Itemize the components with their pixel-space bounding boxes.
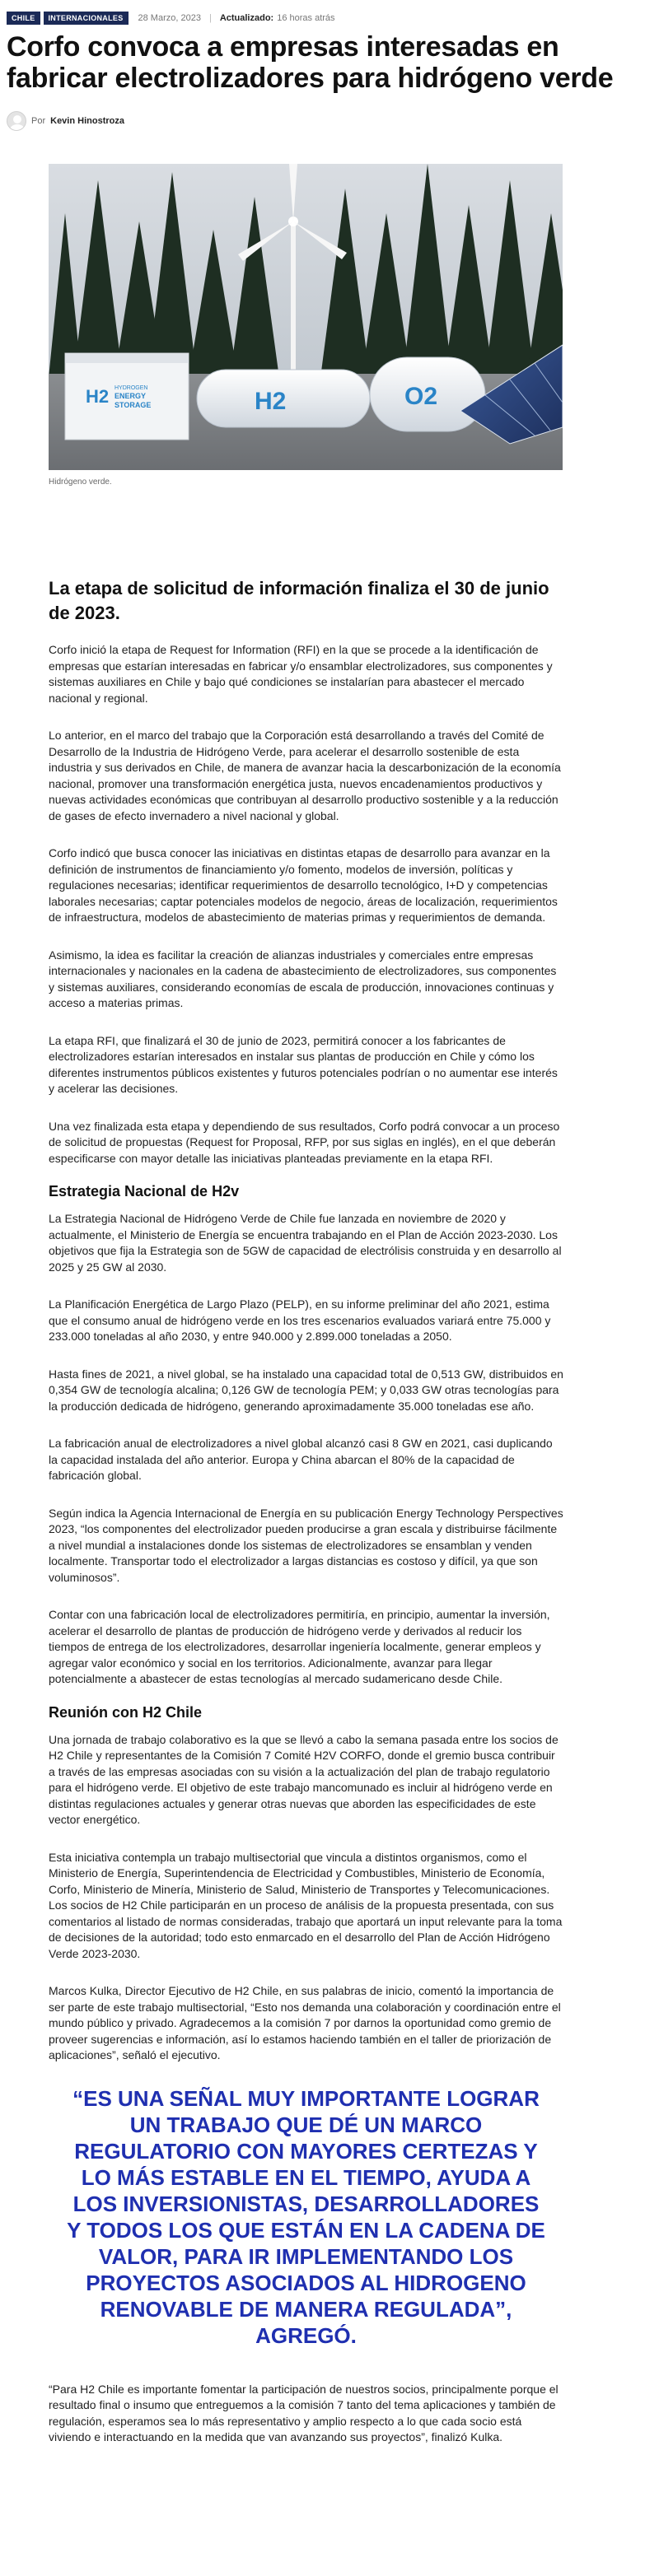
hero-image	[49, 164, 563, 470]
paragraph: Según indica la Agencia Internacional de Energía en su publicación Energy Technology Perspectives 2023, “los componentes del electrolizador pueden producirse a gran escala y distribuirse fácilmente a nivel mundial a instalaciones donde los sistemas de electrolizadores se ensamblan y venden localmente. Transportar todo el electrolizador a largas distancias es costoso y difícil, ya que son voluminosos”.	[49, 1506, 563, 1584]
paragraph: La Planificación Energética de Largo Plazo (PELP), en su informe preliminar del año 2021, estima que el consumo anual de hidrógeno verde en los tres escenarios evaluados variará entre 75.000 y 233.000 toneladas al año 2030, y entre 940.000 y 2.899.000 toneladas a 2050.	[49, 1297, 551, 1343]
container-label-2: ENERGY	[115, 392, 147, 400]
paragraph: Corfo inició la etapa de Request for Information (RFI) en la que se procede a la identificación de empresas que estarían interesadas en fabricar y/o ensamblar electrolizadores, sus componentes y sistemas auxiliares en Chile y bajo qué condiciones se instalarían para abastecer el mercado nacional y regional.	[49, 643, 553, 705]
paragraph: Lo anterior, en el marco del trabajo que la Corporación está desarrollando a través del Comité de Desarrollo de la Industria de Hidrógeno Verde, para acelerar el desarrollo sostenible de esta industria y sus derivados en Chile, de manera de avanzar hacia la descarbonización de la economía nacional, promover una transformación energética justa, nuevos encadenamientos productivos y nuevas actividades económicas que contribuyan al desarrollo productivo sostenible y a la reducción de gases de efecto invernadero a nivel nacional y global.	[49, 729, 561, 822]
meta-separator: |	[208, 13, 212, 23]
author-byline	[7, 111, 124, 131]
article-meta	[7, 12, 335, 25]
paragraph: Una jornada de trabajo colaborativo es la que se llevó a cabo la semana pasada entre los socios de H2 Chile y representantes de la Comisión 7 Comité H2V CORFO, donde el gremio busca contribuir a través de las empresas asociadas con su visión a la actualización del plan de trabajo regulatorio para el hidrógeno verde. El objetivo de este trabajo mancomunado es incluir al hidrógeno verde en distintas regulaciones actuales y generar otras nuevas que aborden las especificidades de este vector energético.	[49, 1732, 559, 1826]
paragraph: Esta iniciativa contempla un trabajo multisectorial que vincula a distintos organismos, como el Ministerio de Energía, Superintendencia de Electricidad y Combustibles, Ministerio de Economía, Corfo, Ministerio de Minería, Ministerio de Salud, Ministerio de Transportes y Telecomunicaciones. Los socios de H2 Chile participarán en un proceso de análisis de la propuesta presentada, con sus comentarios al listado de normas consideradas, trabajo que aportará un input relevante para la toma de decisiones de la autoridad; todo esto enmarcado en el desarrollo del Plan de Acción Hidrógeno Verde 2023-2030.	[49, 1850, 563, 1960]
paragraph: La Estrategia Nacional de Hidrógeno Verde de Chile fue lanzada en noviembre de 2020 y actualmente, el Ministerio de Energía se encuentra trabajando en el Plan de Acción 2023-2030. Los objetivos que fija la Estrategia son de 5GW de capacidad de electrólisis construida y en desarrollo al 2025 y 25 GW al 2030.	[49, 1212, 562, 1274]
section-tag[interactable]: INTERNACIONALES	[44, 12, 129, 25]
container-label-3: STORAGE	[115, 401, 152, 409]
paragraph: La etapa RFI, que finalizará el 30 de junio de 2023, permitirá conocer a los fabricantes de electrolizadores estarían interesados en instalar sus plantas de producción en Chile y cómo los diferentes instrumentos públicos existentes y futuros potenciales podrían o no aumentar ese interés y acelerar las decisiones.	[49, 1033, 558, 1095]
container-h2-label: H2	[86, 386, 110, 407]
pull-quote: “ES UNA SEÑAL MUY IMPORTANTE LOGRAR UN TRABAJO QUE DÉ UN MARCO REGULATORIO CON MAYORES CERTEZAS Y LO MÁS ESTABLE EN EL TIEMPO, AYUDA A LOS INVERSIONISTAS, DESARROLLADORES Y TODOS LOS QUE ESTÁN EN LA CADENA DE VALOR, PARA IR IMPLEMENTANDO LOS PROYECTOS ASOCIADOS AL HIDROGENO RENOVABLE DE MANERA REGULADA”, AGREGÓ.	[67, 2085, 545, 2348]
country-tag[interactable]: CHILE	[7, 12, 40, 25]
article-body	[49, 576, 563, 2467]
paragraph: Asimismo, la idea es facilitar la creación de alianzas industriales y comerciales entre empresas internacionales y nacionales en la cadena de abastecimiento de electrolizadores, sus componentes y sistemas auxiliares, considerando economías de escala de producción, innovaciones continuas y acceso a materias primas.	[49, 948, 557, 1009]
tank-o2-label: O2	[404, 383, 438, 410]
storage-container	[65, 353, 189, 440]
closing-paragraph: “Para H2 Chile es importante fomentar la participación de nuestros socios, principalmente porque el resultado final o insumo que entreguemos a la comisión 7 tanto del tema aplicaciones y también de regulación, esperamos sea lo más representativo y amplio respecto a lo que cada socio está viviendo e interactuando en la medida que van avanzando sus proyectos”, finalizó Kulka.	[49, 2382, 559, 2443]
section-heading-estrategia: Estrategia Nacional de H2v	[49, 1183, 240, 1199]
paragraph: Hasta fines de 2021, a nivel global, se ha instalado una capacidad total de 0,513 GW, distribuidos en 0,354 GW de tecnología alcalina; 0,126 GW de tecnología PEM; y 0,033 GW otras tecnologías para la producción dedicada de hidrógeno, generando aproximadamente 35.000 toneladas ese año.	[49, 1367, 563, 1413]
updated-label: Actualizado:	[219, 13, 274, 23]
section-heading-reunion: Reunión con H2 Chile	[49, 1703, 203, 1721]
publish-date: 28 Marzo, 2023	[138, 13, 201, 23]
tank-h2-label: H2	[255, 388, 287, 415]
container-label-1: HYDROGEN	[115, 385, 148, 391]
author-prefix: Por	[31, 116, 46, 126]
article-title: Corfo convoca a empresas interesadas en fabricar electrolizadores para hidrógeno verde	[7, 31, 614, 94]
lead-heading: La etapa de solicitud de información finaliza el 30 de junio de 2023.	[49, 578, 549, 623]
updated-value: 16 horas atrás	[277, 13, 335, 23]
paragraph: Corfo indicó que busca conocer las iniciativas en distintas etapas de desarrollo para avanzar en la definición de instrumentos de financiamiento y/o fomento, modelos de inversión, políticas y regulaciones necesarias; identificar requerimientos de desarrollo tecnológico, I+D y competencias laborales necesarias; captar potenciales modelos de negocio, áreas de localización, requerimientos de infraestructura, modelos de abastecimiento de materias primas y requerimientos de demanda.	[49, 846, 558, 924]
author-name[interactable]: Kevin Hinostroza	[50, 116, 124, 126]
image-caption: Hidrógeno verde.	[49, 477, 112, 487]
author-avatar-icon[interactable]	[7, 111, 26, 131]
paragraph: Contar con una fabricación local de electrolizadores permitiría, en principio, aumentar la inversión, acelerar el desarrollo de plantas de producción de hidrógeno verde y derivados al reducir los tiempos de entrega de los electrolizadores, desarrollar ingeniería localmente, generar empleos y agregar valor económico y social en los territorios. Adicionalmente, avanzar para llegar potencialmente a abastecer de estas tecnologías al mercado sudamericano desde Chile.	[49, 1608, 550, 1685]
paragraph: Marcos Kulka, Director Ejecutivo de H2 Chile, en sus palabras de inicio, comentó la importancia de ser parte de este trabajo multisectorial, “Esto nos demanda una colaboración y coordinación entre el mundo público y privado. Agradecemos a la comisión 7 por darnos la oportunidad como gremio de proveer sugerencias e información, así lo estamos haciendo también en el taller de priorización de aplicaciones”, señaló el ejecutivo.	[49, 1984, 561, 2061]
paragraph: La fabricación anual de electrolizadores a nivel global alcanzó casi 8 GW en 2021, casi duplicando la capacidad instalada del año anterior. Europa y China abarcan el 80% de la capacidad de fabricación global.	[49, 1437, 553, 1482]
paragraph: Una vez finalizada esta etapa y dependiendo de sus resultados, Corfo podrá convocar a un proceso de solicitud de propuestas (Request for Proposal, RFP, por sus siglas en inglés), en el que deberán especificarse con mayor detalle las iniciativas planteadas previamente en la etapa RFI.	[49, 1119, 560, 1165]
